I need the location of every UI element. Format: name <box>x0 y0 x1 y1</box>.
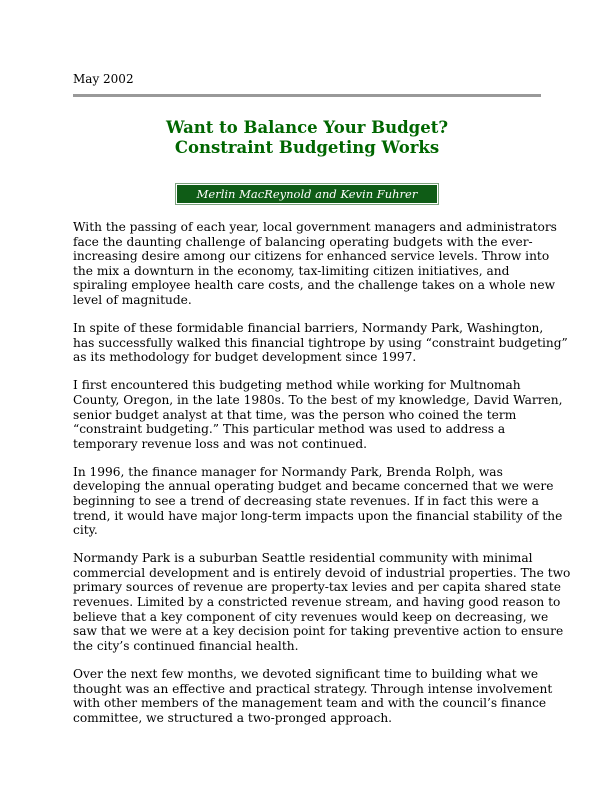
text-line: trend, it would have major long-term impacts upon the financial stability of the <box>73 508 563 523</box>
text-line: County, Oregon, in the late 1980s. To the best of my knowledge, David Warren, <box>73 392 563 407</box>
paragraph <box>73 321 568 365</box>
text-line: developing the annual operating budget and became concerned that we were <box>73 479 554 494</box>
header-rule <box>73 94 541 97</box>
text-line: revenues. Limited by a constricted revenue stream, and having good reason to <box>73 595 561 610</box>
text-line: with other members of the management team and with the council’s finance <box>73 696 547 711</box>
text-line: In spite of these formidable financial barriers, Normandy Park, Washington, <box>73 321 544 336</box>
text-line: city. <box>73 523 98 538</box>
text-line: increasing desire among our citizens for enhanced service levels. Throw into <box>73 249 550 264</box>
text-line: spiraling employee health care costs, and the challenge takes on a whole new <box>73 278 556 293</box>
paragraph <box>73 666 553 725</box>
text-line: has successfully walked this financial tightrope by using “constraint budgeting” <box>73 335 568 350</box>
paragraph <box>73 220 557 308</box>
text-line: beginning to see a trend of decreasing state revenues. If in fact this were a <box>73 494 539 508</box>
text-line: senior budget analyst at that time, was the person who coined the term <box>73 407 517 422</box>
text-line: believe that a key component of city revenues would keep on decreasing, we <box>73 609 549 624</box>
title-line: Want to Balance Your Budget? <box>166 118 448 137</box>
text-line: With the passing of each year, local government managers and administrators <box>73 220 557 234</box>
paragraph <box>73 551 571 653</box>
text-line: commercial development and is entirely devoid of industrial properties. The two <box>73 565 571 580</box>
text-line: primary sources of revenue are property-tax levies and per capita shared state <box>73 580 561 595</box>
text-line: Normandy Park is a suburban Seattle residential community with minimal <box>73 551 533 566</box>
paragraph <box>73 464 563 538</box>
author-byline-box <box>175 183 439 205</box>
text-line: I first encountered this budgeting method while working for Multnomah <box>73 378 521 393</box>
text-line: Over the next few months, we devoted significant time to building what we <box>73 666 539 681</box>
title-line: Constraint Budgeting Works <box>174 138 440 157</box>
text-line: temporary revenue loss and was not continued. <box>73 436 367 451</box>
text-line: face the daunting challenge of balancing operating budgets with the ever- <box>73 234 533 249</box>
text-line: as its methodology for budget development since 1997. <box>73 350 417 365</box>
text-line: committee, we structured a two-pronged approach. <box>73 710 393 725</box>
text-line: saw that we were at a key decision point for taking preventive action to ensure <box>73 624 564 639</box>
text-line: the mix a downturn in the economy, tax-limiting citizen initiatives, and <box>73 263 510 278</box>
author-byline: Merlin MacReynold and Kevin Fuhrer <box>196 187 418 201</box>
paragraph <box>73 378 563 451</box>
text-line: thought was an effective and practical strategy. Through intense involvement <box>73 681 553 696</box>
text-line: In 1996, the finance manager for Normandy Park, Brenda Rolph, was <box>73 464 503 479</box>
article-title <box>73 118 541 158</box>
text-line: “constraint budgeting.” This particular method was used to address a <box>73 422 506 437</box>
article-body <box>73 220 571 739</box>
text-line: level of magnitude. <box>73 292 192 307</box>
issue-date: May 2002 <box>73 72 134 86</box>
text-line: the city’s continued financial health. <box>73 638 299 653</box>
